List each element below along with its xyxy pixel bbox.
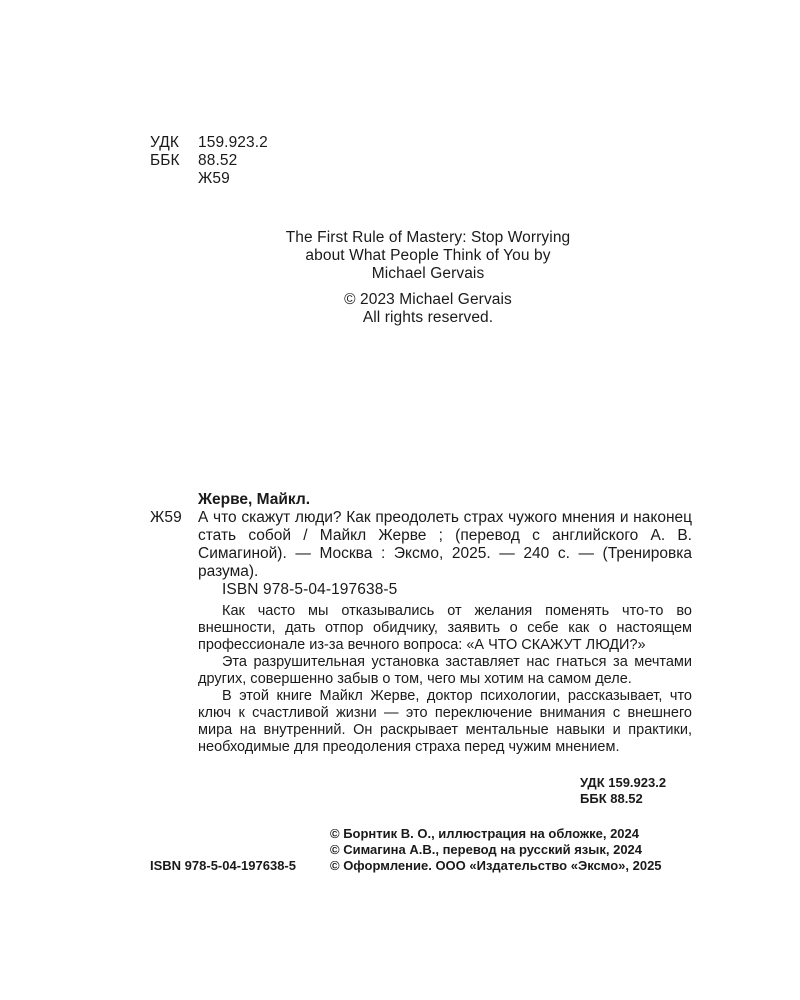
credit-line: © Оформление. ООО «Издательство «Эксмо», 2025 [330, 858, 662, 873]
author-code-row [150, 170, 268, 188]
udk-value: 159.923.2 [198, 134, 268, 151]
udk-row [150, 134, 268, 152]
credit-line: © Борнтик В. О., иллюстрация на обложке, 2024 [330, 826, 639, 841]
author-code: Ж59 [198, 170, 230, 187]
original-title [200, 229, 656, 283]
bottom-udk: УДК 159.923.2 [580, 775, 667, 790]
isbn: ISBN 978-5-04-197638-5 [222, 581, 398, 598]
bbk-value: 88.52 [198, 152, 238, 169]
bottom-classification [580, 775, 666, 807]
udk-label: УДК [150, 134, 179, 151]
original-title-line: The First Rule of Mastery: Stop Worrying [285, 229, 571, 246]
bbk-label: ББК [150, 152, 180, 169]
copyright-credits [330, 826, 662, 874]
annotation-paragraph: Как часто мы отказывались от желания поменять что-то во внешности, дать отпор обидчику, заявить о себе как о настоящем профессионале из-за вечного вопроса: «А ЧТО СКАЖУТ ЛЮДИ?» [198, 603, 692, 653]
annotation-paragraph: Эта разрушительная установка заставляет нас гнаться за мечтами других, совершенно забыв о том, чего мы хотим на самом деле. [198, 654, 692, 687]
credit-line: © Симагина А.В., перевод на русский язык, 2024 [330, 842, 643, 857]
bottom-bbk: ББК 88.52 [580, 791, 643, 806]
bbk-row [150, 152, 268, 170]
original-copyright [200, 291, 656, 327]
copyright-line: All rights reserved. [362, 309, 494, 326]
original-title-line: Michael Gervais [371, 265, 485, 282]
bibliographic-description: А что скажут люди? Как преодолеть страх чужого мнения и наконец стать собой / Майкл Жерве ; (перевод с английского А. В. Симагиной). — Москва : Эксмо, 2025. — 240 с. — (Тренировка разума). [198, 509, 692, 580]
original-title-line: about What People Think of You by [305, 247, 551, 264]
bottom-isbn: ISBN 978-5-04-197638-5 [150, 858, 296, 873]
bibliographic-author: Жерве, Майкл. [198, 491, 311, 508]
annotation-paragraph: В этой книге Майкл Жерве, доктор психологии, рассказывает, что ключ к счастливой жизни — это переключение внимания с внешнего мира на внутренний. Он раскрывает ментальные навыки и практики, необходимые для преодоления страха перед чужим мнением. [198, 688, 692, 755]
copyright-line: © 2023 Michael Gervais [344, 291, 512, 308]
annotation [198, 603, 692, 756]
bibliographic-code: Ж59 [150, 509, 182, 526]
classification-block [150, 134, 268, 188]
